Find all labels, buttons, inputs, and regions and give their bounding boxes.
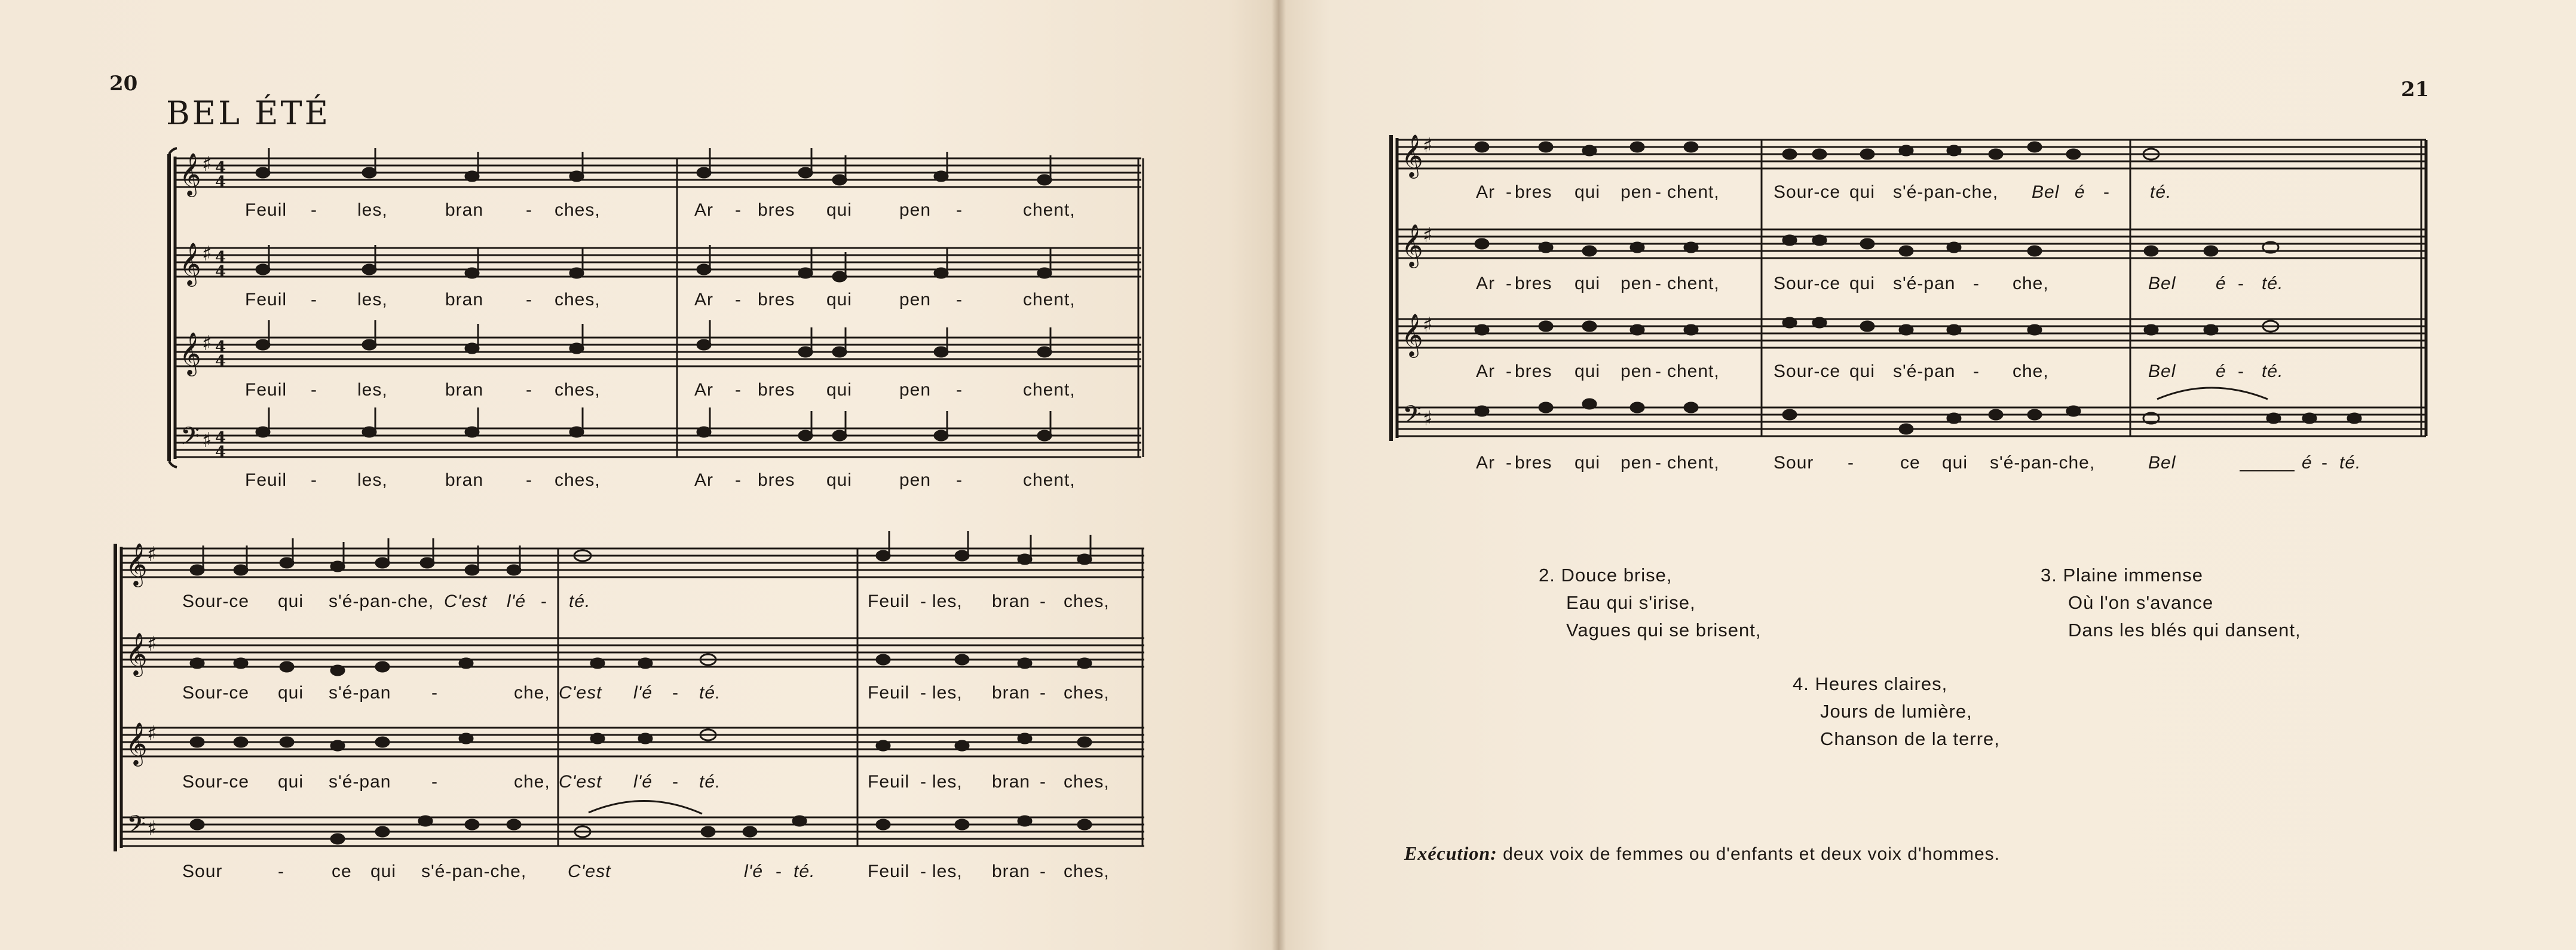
lyric-syllable: ches,: [1064, 862, 1110, 881]
lyric-syllable: pen: [1621, 453, 1653, 473]
page-number-right: 21: [2401, 78, 2430, 102]
lyric-syllable: Sour-ce: [1774, 182, 1841, 202]
lyric-syllable: é: [2075, 182, 2085, 202]
lyric-syllable: -: [1655, 182, 1662, 202]
right-page: [1279, 0, 2576, 950]
lyric-syllable: -: [956, 290, 963, 309]
lyric-syllable: qui: [1575, 182, 1601, 202]
lyric-syllable: bres: [758, 380, 795, 400]
lyric-syllable: -: [311, 290, 317, 309]
lyric-syllable: té.: [2339, 453, 2361, 473]
lyric-syllable: é: [2216, 274, 2226, 293]
lyric-syllable: -: [735, 470, 742, 490]
lyric-syllable: ce: [1900, 453, 1920, 473]
lyric-syllable: qui: [1942, 453, 1968, 473]
svg-text:♯: ♯: [202, 242, 212, 266]
lyric-syllable: -: [1973, 274, 1980, 293]
lyric-syllable: pen: [1621, 274, 1653, 293]
svg-text:♯: ♯: [202, 152, 212, 176]
lyric-syllable: -: [431, 683, 438, 703]
lyric-syllable: Sour: [182, 862, 223, 881]
svg-text:♯: ♯: [202, 428, 212, 452]
lyric-syllable: -: [920, 862, 927, 881]
lyric-syllable: té.: [2262, 274, 2284, 293]
lyric-syllable: Sour-ce: [182, 683, 250, 703]
execution-label: Exécution:: [1404, 842, 1497, 864]
lyric-syllable: té.: [2262, 361, 2284, 381]
song-title: BEL ÉTÉ: [166, 94, 330, 132]
lyric-syllable: chent,: [1023, 470, 1076, 490]
lyric-syllable: -: [956, 380, 963, 400]
lyric-syllable: qui: [370, 862, 397, 881]
lyric-syllable: Sour-ce: [182, 592, 250, 611]
lyric-syllable: s'é-pan: [329, 772, 391, 792]
lyric-syllable: -: [735, 380, 742, 400]
lyric-syllable: -: [311, 200, 317, 220]
music-system-3: [1279, 0, 2576, 950]
lyric-syllable: C'est: [559, 772, 602, 792]
lyric-syllable: -: [1040, 683, 1046, 703]
verse-line: Chanson de la terre,: [1820, 728, 2000, 749]
svg-text:4: 4: [215, 443, 226, 461]
svg-text:♯: ♯: [1423, 313, 1433, 337]
svg-text:𝄞: 𝄞: [179, 331, 201, 375]
lyric-syllable: les,: [357, 290, 388, 309]
lyric-syllable: s'é-pan-che,: [329, 592, 434, 611]
lyric-syllable: Feuil: [868, 683, 910, 703]
lyric-syllable: -: [735, 200, 742, 220]
lyric-syllable: C'est: [444, 592, 488, 611]
lyric-syllable: C'est: [568, 862, 611, 881]
lyric-syllable: -: [2238, 274, 2244, 293]
svg-text:𝄞: 𝄞: [125, 721, 148, 765]
lyric-syllable: Sour-ce: [1774, 274, 1841, 293]
lyric-syllable: s'é-pan: [329, 683, 391, 703]
verse-line: Jours de lumière,: [1820, 701, 1972, 722]
svg-text:♯: ♯: [1423, 407, 1433, 431]
lyric-syllable: qui: [826, 470, 853, 490]
lyric-syllable: l'é: [744, 862, 764, 881]
lyric-syllable: che,: [2013, 274, 2049, 293]
lyric-syllable: l'é: [633, 772, 653, 792]
lyric-syllable: bres: [1515, 361, 1552, 381]
lyric-syllable: ches,: [1064, 592, 1110, 611]
lyric-syllable: Ar: [694, 290, 713, 309]
lyric-syllable: ches,: [555, 380, 601, 400]
page-number-left: 20: [109, 72, 138, 96]
verse-line: Vagues qui se brisent,: [1566, 620, 1762, 641]
verse-line: Eau qui s'irise,: [1566, 592, 1696, 613]
verse-2: [1539, 562, 1761, 644]
lyric-syllable: chent,: [1023, 380, 1076, 400]
lyric-syllable: -: [776, 862, 782, 881]
lyric-syllable: Sour-ce: [1774, 361, 1841, 381]
svg-text:𝄢: 𝄢: [1402, 400, 1422, 435]
lyric-syllable: ches,: [555, 200, 601, 220]
lyric-syllable: qui: [1575, 274, 1601, 293]
lyric-syllable: té.: [699, 772, 721, 792]
svg-text:4: 4: [215, 353, 226, 370]
lyric-syllable: -: [1506, 182, 1512, 202]
lyric-syllable: Feuil: [868, 862, 910, 881]
svg-text:♯: ♯: [147, 543, 157, 566]
lyric-syllable: -: [2321, 453, 2328, 473]
lyric-syllable: qui: [826, 290, 853, 309]
lyric-syllable: -: [431, 772, 438, 792]
lyric-syllable: s'é-pan-che,: [1990, 453, 2096, 473]
lyric-syllable: pen: [899, 470, 932, 490]
lyric-syllable: -: [1040, 592, 1046, 611]
lyric-syllable: -: [1848, 453, 1854, 473]
verse-line: 3. Plaine immense: [2041, 565, 2204, 586]
lyric-syllable: qui: [826, 380, 853, 400]
svg-text:4: 4: [215, 173, 226, 191]
lyric-syllable: Ar: [694, 380, 713, 400]
lyric-syllable: qui: [278, 772, 304, 792]
svg-text:4: 4: [215, 263, 226, 281]
lyric-syllable: ches,: [555, 470, 601, 490]
lyric-syllable: -: [526, 380, 532, 400]
lyric-syllable: bran: [992, 862, 1031, 881]
verse-4: [1793, 670, 2000, 753]
lyric-syllable: qui: [1575, 453, 1601, 473]
lyric-syllable: s'é-pan-che,: [421, 862, 527, 881]
lyric-syllable: chent,: [1667, 361, 1720, 381]
lyric-syllable: -: [956, 200, 963, 220]
svg-text:♯: ♯: [147, 632, 157, 656]
lyric-syllable: té.: [569, 592, 591, 611]
lyric-syllable: -: [526, 290, 532, 309]
svg-text:𝄞: 𝄞: [1401, 223, 1423, 266]
lyric-syllable: les,: [932, 592, 963, 611]
lyric-syllable: bran: [992, 592, 1031, 611]
lyric-syllable: -: [1506, 453, 1512, 473]
lyric-syllable: té.: [699, 683, 721, 703]
lyric-syllable: bran: [445, 470, 484, 490]
music-system-2: [0, 0, 1279, 950]
svg-text:4: 4: [215, 429, 226, 447]
svg-text:4: 4: [215, 159, 226, 177]
lyric-syllable: -: [311, 470, 317, 490]
lyric-syllable: -: [278, 862, 284, 881]
lyric-syllable: bres: [758, 290, 795, 309]
execution-note: [1404, 842, 2000, 865]
lyric-syllable: bran: [445, 200, 484, 220]
execution-text: deux voix de femmes ou d'enfants et deux voix d'hommes.: [1503, 844, 2000, 864]
lyric-syllable: Ar: [694, 470, 713, 490]
lyric-syllable: -: [1506, 361, 1512, 381]
lyric-syllable: pen: [899, 200, 932, 220]
lyric-syllable: l'é: [633, 683, 653, 703]
lyric-syllable: é: [2302, 453, 2312, 473]
lyric-syllable: qui: [278, 683, 304, 703]
lyric-syllable: -: [1973, 361, 1980, 381]
lyric-syllable: pen: [899, 290, 932, 309]
lyric-syllable: -: [672, 683, 679, 703]
lyric-syllable: Ar: [1476, 453, 1495, 473]
lyric-syllable: C'est: [559, 683, 602, 703]
lyric-syllable: -: [735, 290, 742, 309]
book-gutter: [1272, 0, 1286, 950]
verse-line: 2. Douce brise,: [1539, 565, 1673, 586]
lyric-syllable: qui: [1575, 361, 1601, 381]
lyric-syllable: chent,: [1667, 182, 1720, 202]
lyric-syllable: ches,: [555, 290, 601, 309]
lyric-syllable: Sour-ce: [182, 772, 250, 792]
lyric-syllable: les,: [932, 862, 963, 881]
verse-line: Dans les blés qui dansent,: [2068, 620, 2301, 641]
lyric-syllable: qui: [1849, 182, 1876, 202]
left-page: [0, 0, 1279, 950]
lyric-syllable: -: [1655, 453, 1662, 473]
lyric-syllable: -: [956, 470, 963, 490]
lyric-syllable: Feuil: [868, 592, 910, 611]
lyric-syllable: té.: [2150, 182, 2172, 202]
lyric-syllable: -: [2103, 182, 2110, 202]
lyric-syllable: -: [1040, 862, 1046, 881]
lyric-syllable: qui: [1849, 274, 1876, 293]
lyric-syllable: Feuil: [868, 772, 910, 792]
lyric-syllable: bran: [992, 772, 1031, 792]
lyric-syllable: bres: [1515, 182, 1552, 202]
lyric-syllable: s'é-pan: [1893, 361, 1956, 381]
lyric-syllable: bres: [758, 200, 795, 220]
lyric-syllable: les,: [357, 200, 388, 220]
svg-text:𝄞: 𝄞: [125, 632, 148, 675]
lyric-syllable: qui: [826, 200, 853, 220]
lyric-syllable: l'é: [507, 592, 526, 611]
svg-text:♯: ♯: [1423, 223, 1433, 247]
lyric-syllable: -: [526, 200, 532, 220]
lyric-syllable: bran: [445, 380, 484, 400]
lyric-syllable: -: [311, 380, 317, 400]
lyric-syllable: Ar: [1476, 361, 1495, 381]
lyric-syllable: -: [1040, 772, 1046, 792]
lyric-syllable: qui: [1849, 361, 1876, 381]
verse-line: Où l'on s'avance: [2068, 592, 2214, 613]
lyric-syllable: les,: [932, 772, 963, 792]
lyric-syllable: bran: [992, 683, 1031, 703]
lyric-syllable: ches,: [1064, 683, 1110, 703]
lyric-syllable: Bel: [2032, 182, 2060, 202]
lyric-syllable: che,: [514, 683, 550, 703]
lyric-syllable: -: [672, 772, 679, 792]
svg-text:𝄞: 𝄞: [179, 241, 201, 285]
lyric-syllable: -: [920, 683, 927, 703]
svg-text:♯: ♯: [147, 817, 157, 841]
lyric-syllable: che,: [2013, 361, 2049, 381]
svg-text:𝄢: 𝄢: [127, 810, 146, 845]
lyric-syllable: Feuil: [245, 290, 287, 309]
lyric-syllable: pen: [1621, 361, 1653, 381]
lyric-syllable: -: [920, 772, 927, 792]
svg-text:𝄞: 𝄞: [179, 152, 201, 195]
lyric-syllable: -: [1506, 274, 1512, 293]
svg-text:♯: ♯: [202, 332, 212, 356]
lyric-syllable: bres: [758, 470, 795, 490]
lyric-syllable: Feuil: [245, 200, 287, 220]
lyric-syllable: -: [1655, 274, 1662, 293]
lyric-syllable: chent,: [1023, 290, 1076, 309]
lyric-syllable: Bel: [2148, 274, 2176, 293]
lyric-syllable: -: [2238, 361, 2244, 381]
svg-text:𝄞: 𝄞: [1401, 133, 1423, 177]
lyric-syllable: chent,: [1667, 274, 1720, 293]
svg-text:4: 4: [215, 338, 226, 356]
verse-3: [2041, 562, 2301, 644]
lyric-syllable: Feuil: [245, 470, 287, 490]
lyric-syllable: pen: [1621, 182, 1653, 202]
lyric-syllable: é: [2216, 361, 2226, 381]
svg-text:4: 4: [215, 249, 226, 266]
lyric-syllable: les,: [932, 683, 963, 703]
lyric-syllable: bres: [1515, 453, 1552, 473]
lyric-syllable: qui: [278, 592, 304, 611]
lyric-syllable: Ar: [1476, 182, 1495, 202]
lyric-syllable: Bel: [2148, 361, 2176, 381]
svg-text:♯: ♯: [1423, 134, 1433, 158]
svg-text:♯: ♯: [147, 722, 157, 746]
svg-text:𝄢: 𝄢: [180, 422, 200, 456]
lyric-syllable: les,: [357, 380, 388, 400]
lyric-syllable: -: [541, 592, 547, 611]
lyric-syllable: Feuil: [245, 380, 287, 400]
lyric-syllable: -: [526, 470, 532, 490]
lyric-syllable: che,: [514, 772, 550, 792]
lyric-syllable: -: [920, 592, 927, 611]
verse-line: 4. Heures claires,: [1793, 673, 1948, 694]
lyric-syllable: les,: [357, 470, 388, 490]
lyric-syllable: chent,: [1023, 200, 1076, 220]
lyric-syllable: Bel: [2148, 453, 2176, 473]
lyric-syllable: s'é-pan-che,: [1893, 182, 1999, 202]
lyric-syllable: té.: [794, 862, 816, 881]
lyric-syllable: pen: [899, 380, 932, 400]
svg-text:𝄞: 𝄞: [1401, 312, 1423, 356]
lyric-syllable: bran: [445, 290, 484, 309]
lyric-syllable: ce: [332, 862, 352, 881]
lyric-syllable: chent,: [1667, 453, 1720, 473]
lyric-syllable: s'é-pan: [1893, 274, 1956, 293]
lyric-syllable: ches,: [1064, 772, 1110, 792]
lyric-syllable: -: [1655, 361, 1662, 381]
svg-text:𝄞: 𝄞: [125, 542, 148, 586]
lyric-syllable: bres: [1515, 274, 1552, 293]
lyric-syllable: Ar: [694, 200, 713, 220]
lyric-syllable: Sour: [1774, 453, 1814, 473]
lyric-syllable: Ar: [1476, 274, 1495, 293]
